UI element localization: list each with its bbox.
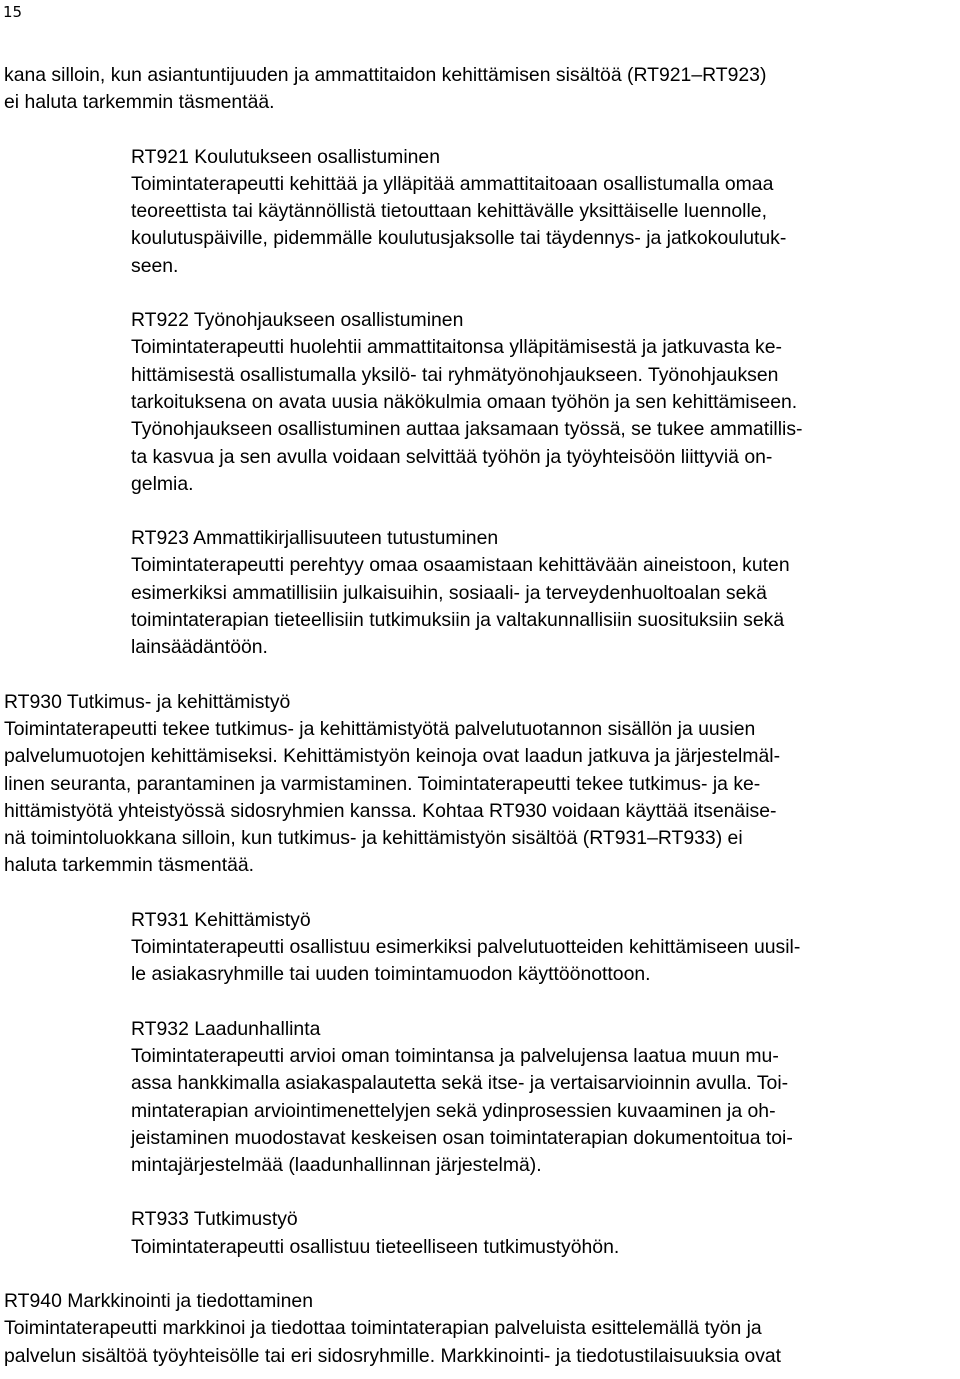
section-rt932: [131, 1016, 952, 1180]
section-heading: RT921 Koulutukseen osallistuminen: [131, 145, 441, 168]
section-rt922: [131, 307, 952, 498]
section-heading: RT933 Tutkimustyö: [131, 1208, 298, 1231]
section-text: Toimintaterapeutti arvioi oman toimintansa ja palvelujensa laatua muun mu- assa hankkimalla asiakaspalautetta sekä itse- ja vertaisarvioinnin avulla. Toi- mintaterapian arviointimenettelyjen sekä ydinprosessien kuvaaminen ja oh- jeistaminen muodostavat keskeisen osan toimintaterapian dokumentoitua toi- mintajärjestelmää (laadunhallinnan järjestelmä).: [131, 1044, 793, 1177]
section-text: Toimintaterapeutti huolehtii ammattitaitonsa ylläpitämisestä ja jatkuvasta ke- hittämisestä osallistumalla yksilö- tai ryhmätyönohjaukseen. Työnohjauksen tarkoituksena on avata uusia näkökulmia omaan työhön ja sen kehittämiseen. Työnohjaukseen osallistuminen auttaa jaksamaan työssä, se tukee ammatillis- ta kasvua ja sen avulla voidaan selvittää työhön ja työyhteisöön liittyviä on- gelmia.: [131, 336, 803, 495]
section-text: Toimintaterapeutti perehtyy omaa osaamistaan kehittävään aineistoon, kuten esimerkiksi ammatillisiin julkaisuihin, sosiaali- ja terveydenhuoltoalan sekä toimintaterapian tieteellisiin tutkimuksiin ja valtakunnallisiin suosituksiin sekä lainsäädäntöön.: [131, 554, 790, 659]
document-body: [4, 62, 952, 1370]
section-text: Toimintaterapeutti kehittää ja ylläpitää ammattitaitoaan osallistumalla omaa teoreettista tai käytännöllistä tietouttaan kehittävälle yksittäiselle luennolle, koulutuspäiville, pidemmälle koulutusjaksolle tai täydennys- ja jatkokoulutuk- seen.: [131, 172, 787, 277]
section-text: Toimintaterapeutti tekee tutkimus- ja kehittämistyötä palvelutuotannon sisällön ja uusien palvelumuotojen kehittämiseksi. Kehittämistyön keinoja ovat laadun jatkuva ja järjestelmäl- linen seuranta, parantaminen ja varmistaminen. Toimintaterapeutti tekee tutkimus- ja ke- hittämistyötä yhteistyössä sidosryhmien kanssa. Kohtaa RT930 voidaan käyttää itsenäise- nä toimintoluokkana silloin, kun tutkimus- ja kehittämistyön sisältöä (RT931–RT933) ei haluta tarkemmin täsmentää.: [4, 717, 781, 877]
section-text: Toimintaterapeutti markkinoi ja tiedottaa toimintaterapian palveluista esittelemällä työn ja palvelun sisältöä työyhteisölle tai eri sidosryhmille. Markkinointi- ja tiedotustilaisuuksia ovat: [4, 1317, 782, 1367]
paragraph-intro: kana silloin, kun asiantuntijuuden ja ammattitaidon kehittämisen sisältöä (RT921–RT923) ei haluta tarkemmin täsmentää.: [4, 64, 767, 114]
section-heading: RT940 Markkinointi ja tiedottaminen: [4, 1289, 313, 1312]
section-rt930: [4, 689, 952, 880]
section-text: Toimintaterapeutti osallistuu esimerkiksi palvelutuotteiden kehittämiseen uusil- le asiakasryhmille tai uuden toimintamuodon käyttöönottoon.: [131, 936, 801, 986]
page-number: 15: [3, 3, 23, 21]
section-rt921: [131, 144, 952, 280]
section-heading: RT931 Kehittämistyö: [131, 908, 311, 931]
section-heading: RT922 Työnohjaukseen osallistuminen: [131, 309, 464, 332]
section-heading: RT923 Ammattikirjallisuuteen tutustuminen: [131, 527, 499, 550]
section-heading: RT930 Tutkimus- ja kehittämistyö: [4, 690, 291, 713]
section-rt940: [4, 1288, 952, 1370]
section-rt923: [131, 525, 952, 661]
section-heading: RT932 Laadunhallinta: [131, 1017, 321, 1040]
section-text: Toimintaterapeutti osallistuu tieteelliseen tutkimustyöhön.: [131, 1235, 620, 1258]
section-rt933: [131, 1206, 952, 1261]
section-rt931: [131, 907, 952, 989]
